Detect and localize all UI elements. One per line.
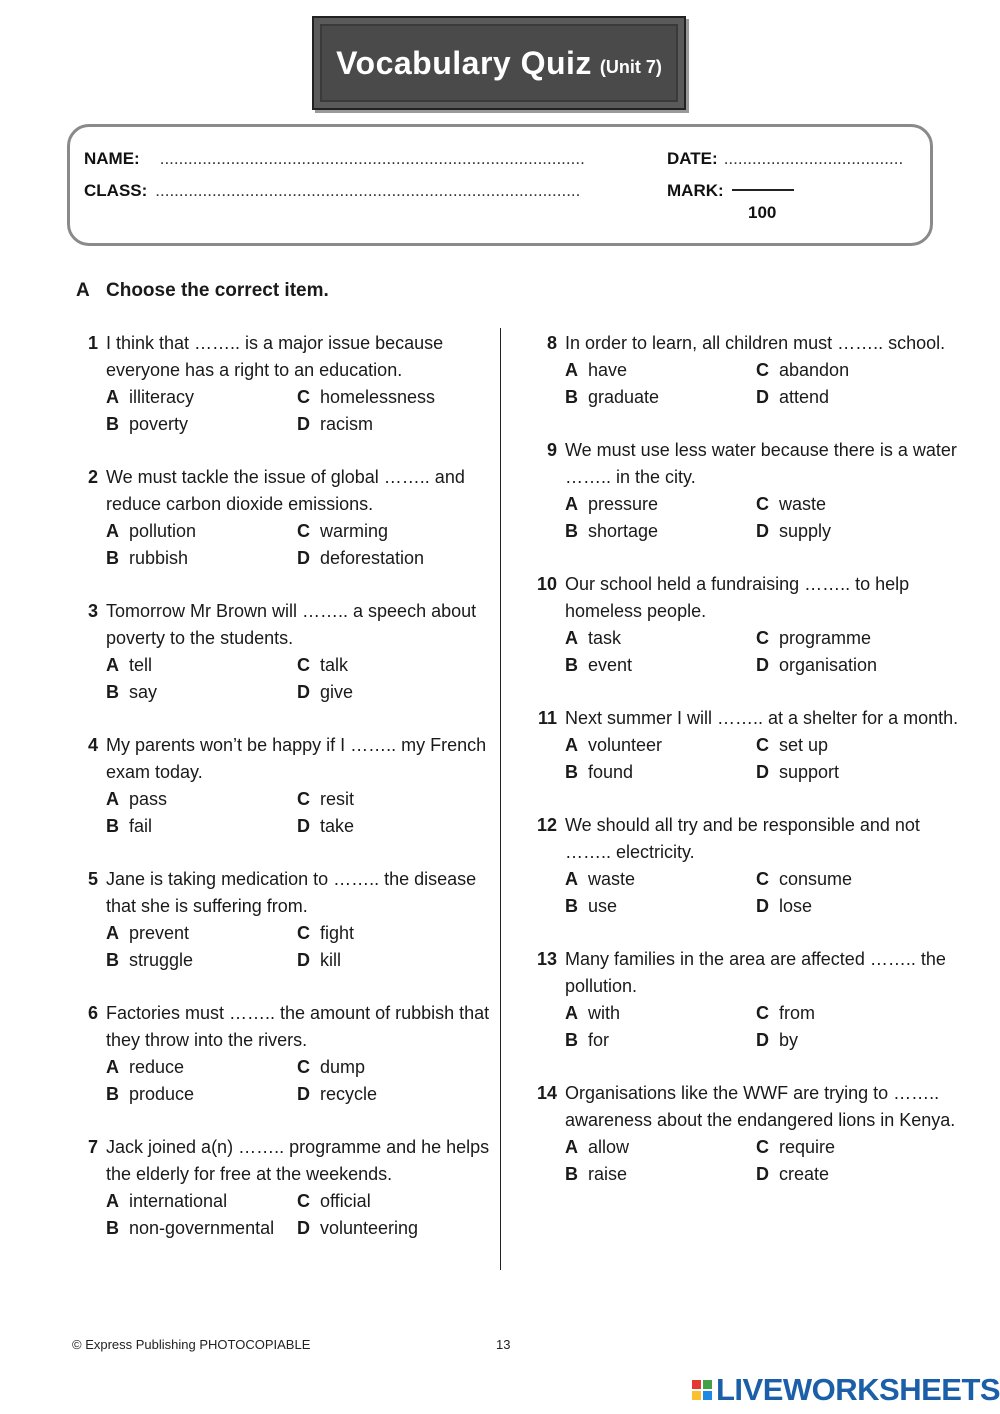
answer-options	[565, 491, 961, 545]
option-letter: C	[756, 1003, 769, 1023]
option-text: fight	[320, 923, 355, 943]
question-text: Many families in the area are affected …….. the pollution.	[565, 949, 946, 996]
option-text: shortage	[588, 521, 659, 541]
option-text: official	[320, 1191, 371, 1211]
answer-option[interactable]	[565, 866, 756, 893]
question-text: Factories must …….. the amount of rubbish that they throw into the rivers.	[106, 1003, 490, 1050]
logo-square	[703, 1391, 712, 1400]
option-text: use	[588, 896, 618, 916]
answer-option[interactable]	[756, 1027, 956, 1054]
name-row	[84, 149, 654, 169]
answer-options	[565, 357, 961, 411]
option-letter: B	[106, 1084, 119, 1104]
answer-option[interactable]	[756, 491, 956, 518]
answer-options	[565, 732, 961, 786]
option-letter: B	[106, 682, 119, 702]
answer-option[interactable]	[756, 518, 956, 545]
option-text: by	[779, 1030, 799, 1050]
option-letter: A	[565, 869, 578, 889]
option-text: dump	[320, 1057, 366, 1077]
question-item	[72, 732, 502, 840]
answer-option[interactable]	[756, 1000, 956, 1027]
page-number: 13	[496, 1337, 511, 1352]
answer-option[interactable]	[756, 652, 956, 679]
answer-option[interactable]	[297, 545, 497, 572]
option-letter: A	[565, 1003, 578, 1023]
option-text: attend	[779, 387, 830, 407]
answer-option[interactable]	[106, 384, 297, 411]
option-text: say	[129, 682, 158, 702]
option-text: illiteracy	[129, 387, 195, 407]
question-text: Organisations like the WWF are trying to …….. awareness about the endangered lions in Kenya.	[565, 1083, 956, 1130]
answer-option[interactable]	[297, 679, 497, 706]
option-text: organisation	[779, 655, 878, 675]
answer-option[interactable]	[565, 357, 756, 384]
answer-option[interactable]	[565, 652, 756, 679]
option-text: require	[779, 1137, 836, 1157]
question-text: Jack joined a(n) …….. programme and he helps the elderly for free at the weekends.	[106, 1137, 490, 1184]
answer-option[interactable]	[565, 625, 756, 652]
answer-option[interactable]	[565, 518, 756, 545]
answer-option[interactable]	[297, 1081, 497, 1108]
option-letter: D	[756, 1164, 769, 1184]
question-text: Jane is taking medication to …….. the disease that she is suffering from.	[106, 869, 477, 916]
option-letter: C	[297, 655, 310, 675]
question-number: 7	[87, 1137, 98, 1157]
option-letter: C	[297, 521, 310, 541]
liveworksheets-icon	[692, 1380, 712, 1400]
logo-square	[692, 1380, 701, 1389]
option-text: for	[588, 1030, 610, 1050]
question-number: 4	[87, 735, 98, 755]
option-text: volunteering	[320, 1218, 419, 1238]
option-letter: D	[297, 1218, 310, 1238]
option-letter: C	[756, 628, 769, 648]
option-text: resit	[320, 789, 355, 809]
section-heading	[76, 280, 329, 302]
mark-total	[748, 203, 776, 223]
logo-square	[692, 1391, 701, 1400]
option-letter: A	[106, 923, 119, 943]
option-letter: D	[297, 816, 310, 836]
option-letter: D	[297, 950, 310, 970]
copyright: © Express Publishing PHOTOCOPIABLE	[72, 1337, 311, 1352]
question-number: 9	[546, 440, 557, 460]
mark-label: MARK:	[667, 181, 724, 200]
answer-option[interactable]	[297, 1215, 497, 1242]
option-letter: C	[297, 789, 310, 809]
section-instruction: Choose the correct item.	[106, 280, 329, 301]
option-letter: A	[565, 360, 578, 380]
answer-options	[106, 518, 502, 572]
answer-option[interactable]	[297, 786, 497, 813]
question-number: 1	[87, 333, 98, 353]
question-number: 8	[546, 333, 557, 353]
option-text: fail	[129, 816, 153, 836]
option-text: reduce	[129, 1057, 185, 1077]
answer-option[interactable]	[297, 813, 497, 840]
answer-option[interactable]	[756, 1161, 956, 1188]
option-text: poverty	[129, 414, 189, 434]
option-letter: D	[756, 521, 769, 541]
option-text: rubbish	[129, 548, 189, 568]
option-text: have	[588, 360, 628, 380]
question-item	[72, 330, 502, 438]
option-letter: B	[106, 816, 119, 836]
option-text: pass	[129, 789, 168, 809]
answer-options	[565, 1000, 961, 1054]
question-number: 13	[536, 949, 557, 969]
quiz-unit: (Unit 7)	[599, 56, 662, 77]
option-text: international	[129, 1191, 228, 1211]
logo-square	[703, 1380, 712, 1389]
answer-option[interactable]	[106, 920, 297, 947]
answer-option[interactable]	[106, 947, 297, 974]
option-letter: C	[756, 494, 769, 514]
question-number: 12	[536, 815, 557, 835]
option-letter: D	[756, 762, 769, 782]
answer-option[interactable]	[106, 411, 297, 438]
answer-option[interactable]	[565, 732, 756, 759]
quiz-title: Vocabulary Quiz	[336, 44, 592, 81]
date-row	[667, 149, 919, 169]
option-letter: C	[756, 869, 769, 889]
answer-options	[106, 1188, 502, 1242]
option-text: give	[320, 682, 354, 702]
answer-options	[106, 652, 502, 706]
answer-option[interactable]	[756, 759, 956, 786]
option-letter: C	[297, 387, 310, 407]
date-label: DATE:	[667, 149, 718, 168]
question-text: Tomorrow Mr Brown will …….. a speech about poverty to the students.	[106, 601, 477, 648]
answer-option[interactable]	[565, 1027, 756, 1054]
answer-option[interactable]	[297, 411, 497, 438]
option-letter: A	[106, 387, 119, 407]
option-text: support	[779, 762, 840, 782]
answer-option[interactable]	[297, 1054, 497, 1081]
answer-option[interactable]	[756, 893, 956, 920]
option-letter: B	[565, 1164, 578, 1184]
question-number: 10	[536, 574, 557, 594]
option-letter: B	[565, 521, 578, 541]
date-field[interactable]: ......................................	[723, 149, 904, 168]
option-text: consume	[779, 869, 853, 889]
question-number: 3	[87, 601, 98, 621]
question-item	[531, 330, 961, 411]
option-text: produce	[129, 1084, 195, 1104]
name-field[interactable]: ..........................................................................................	[159, 149, 585, 168]
answer-option[interactable]	[756, 732, 956, 759]
questions-left-column	[72, 330, 502, 1268]
option-text: pollution	[129, 521, 197, 541]
question-text: I think that …….. is a major issue because everyone has a right to an education.	[106, 333, 444, 380]
answer-option[interactable]	[565, 384, 756, 411]
option-letter: A	[106, 789, 119, 809]
option-text: supply	[779, 521, 832, 541]
option-text: from	[779, 1003, 815, 1023]
option-text: non-governmental	[129, 1218, 275, 1238]
option-text: found	[588, 762, 634, 782]
option-letter: B	[106, 1218, 119, 1238]
option-letter: B	[565, 387, 578, 407]
option-letter: D	[756, 655, 769, 675]
question-number: 14	[536, 1083, 557, 1103]
option-text: kill	[320, 950, 341, 970]
answer-option[interactable]	[565, 1000, 756, 1027]
answer-option[interactable]	[565, 491, 756, 518]
option-text: racism	[320, 414, 373, 434]
option-text: volunteer	[588, 735, 663, 755]
answer-option[interactable]	[106, 545, 297, 572]
answer-options	[565, 866, 961, 920]
option-text: with	[588, 1003, 621, 1023]
answer-option[interactable]	[106, 813, 297, 840]
option-text: tell	[129, 655, 153, 675]
option-text: raise	[588, 1164, 628, 1184]
answer-option[interactable]	[106, 1054, 297, 1081]
class-field[interactable]: ..........................................................................................	[155, 181, 581, 200]
answer-option[interactable]	[565, 1134, 756, 1161]
question-number: 5	[87, 869, 98, 889]
option-letter: B	[565, 762, 578, 782]
question-item	[72, 1134, 502, 1242]
option-letter: B	[106, 414, 119, 434]
question-number: 6	[87, 1003, 98, 1023]
question-item	[72, 866, 502, 974]
option-letter: A	[565, 628, 578, 648]
brand-name: LIVEWORKSHEETS	[716, 1372, 1000, 1407]
answer-options	[565, 625, 961, 679]
option-letter: C	[756, 1137, 769, 1157]
title-banner	[312, 16, 686, 110]
answer-options	[106, 1054, 502, 1108]
option-letter: B	[565, 896, 578, 916]
question-item	[72, 464, 502, 572]
question-text: Next summer I will …….. at a shelter for a month.	[565, 708, 959, 728]
option-text: recycle	[320, 1084, 378, 1104]
question-text: We must use less water because there is a water …….. in the city.	[565, 440, 957, 487]
option-text: create	[779, 1164, 830, 1184]
option-letter: A	[565, 494, 578, 514]
mark-total-value: 100	[748, 203, 777, 222]
question-text: We should all try and be responsible and not …….. electricity.	[565, 815, 920, 862]
class-row	[84, 181, 654, 201]
answer-options	[565, 1134, 961, 1188]
option-letter: D	[756, 387, 769, 407]
class-label: CLASS:	[84, 181, 148, 200]
option-letter: C	[297, 923, 310, 943]
answer-option[interactable]	[297, 947, 497, 974]
option-letter: B	[565, 655, 578, 675]
option-letter: B	[106, 548, 119, 568]
option-letter: D	[297, 682, 310, 702]
option-text: prevent	[129, 923, 190, 943]
answer-options	[106, 786, 502, 840]
option-letter: C	[756, 360, 769, 380]
option-letter: C	[297, 1191, 310, 1211]
answer-option[interactable]	[297, 652, 497, 679]
option-text: deforestation	[320, 548, 425, 568]
option-letter: A	[106, 655, 119, 675]
liveworksheets-logo[interactable]	[692, 1372, 1000, 1408]
question-number: 11	[537, 708, 557, 728]
option-text: struggle	[129, 950, 194, 970]
answer-option[interactable]	[106, 1188, 297, 1215]
answer-option[interactable]	[756, 1134, 956, 1161]
option-text: graduate	[588, 387, 660, 407]
answer-option[interactable]	[565, 893, 756, 920]
option-letter: A	[565, 1137, 578, 1157]
answer-option[interactable]	[106, 786, 297, 813]
mark-line[interactable]	[732, 189, 794, 191]
option-letter: A	[106, 1191, 119, 1211]
option-letter: B	[106, 950, 119, 970]
student-info-box	[67, 124, 933, 246]
question-text: My parents won’t be happy if I …….. my French exam today.	[106, 735, 487, 782]
option-text: talk	[320, 655, 349, 675]
answer-options	[106, 920, 502, 974]
answer-option[interactable]	[565, 759, 756, 786]
question-text: Our school held a fundraising …….. to help homeless people.	[565, 574, 910, 621]
option-text: waste	[779, 494, 827, 514]
option-letter: D	[756, 896, 769, 916]
answer-option[interactable]	[106, 1081, 297, 1108]
question-item	[531, 705, 961, 786]
option-text: pressure	[588, 494, 659, 514]
name-label: NAME:	[84, 149, 140, 168]
title-inner	[322, 26, 676, 100]
answer-option[interactable]	[297, 920, 497, 947]
answer-option[interactable]	[297, 518, 497, 545]
answer-option[interactable]	[756, 384, 956, 411]
mark-row	[667, 181, 794, 201]
option-text: event	[588, 655, 633, 675]
option-text: take	[320, 816, 355, 836]
answer-option[interactable]	[106, 518, 297, 545]
answer-option[interactable]	[106, 679, 297, 706]
question-item	[72, 598, 502, 706]
option-text: task	[588, 628, 622, 648]
questions-right-column	[531, 330, 961, 1214]
question-item	[531, 571, 961, 679]
answer-option[interactable]	[756, 866, 956, 893]
option-text: warming	[320, 521, 389, 541]
question-item	[531, 946, 961, 1054]
option-letter: C	[756, 735, 769, 755]
option-letter: C	[297, 1057, 310, 1077]
option-letter: D	[297, 548, 310, 568]
option-letter: A	[565, 735, 578, 755]
option-letter: D	[756, 1030, 769, 1050]
option-letter: D	[297, 1084, 310, 1104]
question-item	[72, 1000, 502, 1108]
question-number: 2	[87, 467, 98, 487]
option-letter: D	[297, 414, 310, 434]
question-text: In order to learn, all children must …….. school.	[565, 333, 946, 353]
option-text: lose	[779, 896, 813, 916]
answer-option[interactable]	[297, 384, 497, 411]
answer-option[interactable]	[565, 1161, 756, 1188]
answer-option[interactable]	[756, 357, 956, 384]
question-item	[531, 1080, 961, 1188]
option-text: set up	[779, 735, 829, 755]
answer-option[interactable]	[106, 1215, 297, 1242]
section-letter: A	[76, 280, 90, 301]
answer-option[interactable]	[106, 652, 297, 679]
option-letter: A	[106, 521, 119, 541]
answer-options	[106, 384, 502, 438]
question-text: We must tackle the issue of global …….. and reduce carbon dioxide emissions.	[106, 467, 465, 514]
question-item	[531, 437, 961, 545]
option-text: programme	[779, 628, 872, 648]
option-text: homelessness	[320, 387, 436, 407]
option-letter: A	[106, 1057, 119, 1077]
question-item	[531, 812, 961, 920]
answer-option[interactable]	[297, 1188, 497, 1215]
answer-option[interactable]	[756, 625, 956, 652]
option-text: abandon	[779, 360, 850, 380]
option-text: allow	[588, 1137, 630, 1157]
option-letter: B	[565, 1030, 578, 1050]
option-text: waste	[588, 869, 636, 889]
